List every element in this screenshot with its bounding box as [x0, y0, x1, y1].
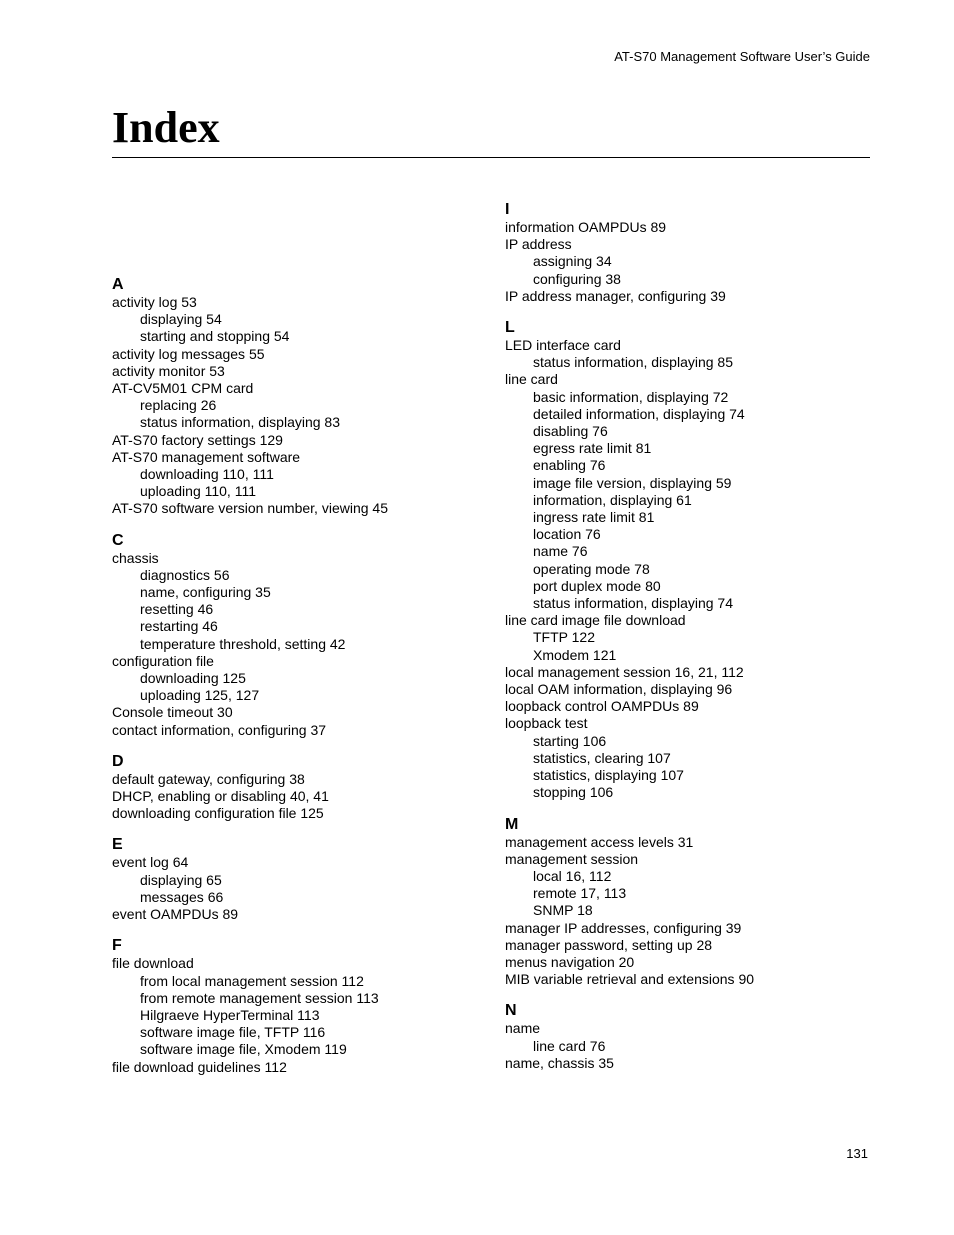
index-entry: manager IP addresses, configuring 39 — [505, 919, 742, 936]
index-subentry: software image file, TFTP 116 — [140, 1024, 326, 1041]
index-entry: contact information, configuring 37 — [112, 721, 327, 738]
index-subentry: assigning 34 — [533, 253, 612, 270]
index-subentry: local 16, 112 — [533, 867, 612, 884]
index-subentry: downloading 125 — [140, 670, 246, 687]
index-subentry: temperature threshold, setting 42 — [140, 635, 346, 652]
index-section-a — [112, 275, 492, 518]
index-section-c — [112, 531, 492, 739]
index-subentry: diagnostics 56 — [140, 566, 230, 583]
index-subentry: port duplex mode 80 — [533, 577, 661, 594]
index-entry: loopback control OAMPDUs 89 — [505, 698, 699, 715]
index-entry: activity log 53 — [112, 294, 197, 310]
index-subentry: line card 76 — [533, 1037, 606, 1054]
title-rule — [112, 157, 870, 158]
running-header: AT-S70 Management Software User’s Guide — [614, 49, 870, 64]
index-entry: name, chassis 35 — [505, 1054, 614, 1071]
index-entry: chassis — [112, 549, 159, 566]
index-entry: management session — [505, 850, 639, 867]
index-entry: name — [505, 1020, 541, 1037]
index-subentry: starting and stopping 54 — [140, 328, 290, 345]
index-entry: event OAMPDUs 89 — [112, 906, 239, 923]
index-subentry: downloading 110, 111 — [140, 466, 274, 483]
index-entry: DHCP, enabling or disabling 40, 41 — [112, 788, 329, 805]
index-entry: loopback test — [505, 715, 588, 732]
index-subentry: statistics, clearing 107 — [533, 749, 671, 766]
index-subentry: status information, displaying 83 — [140, 414, 340, 431]
index-subentry: operating mode 78 — [533, 560, 650, 577]
section-letter: N — [505, 1002, 517, 1020]
index-subentry: disabling 76 — [533, 423, 608, 440]
index-entry: LED interface card — [505, 337, 621, 354]
index-subentry: resetting 46 — [140, 601, 214, 618]
index-entry: file download — [112, 955, 194, 972]
index-entry: manager password, setting up 28 — [505, 936, 713, 953]
index-column-left — [112, 275, 492, 1089]
index-subentry: remote 17, 113 — [533, 885, 627, 902]
index-subentry: messages 66 — [140, 888, 224, 905]
index-entry: AT-S70 software version number, viewing 45 — [112, 500, 388, 517]
index-subentry: location 76 — [533, 526, 601, 543]
index-subentry: starting 106 — [533, 732, 607, 749]
index-subentry: SNMP 18 — [533, 902, 593, 919]
index-section-n — [505, 1001, 885, 1072]
index-subentry: name, configuring 35 — [140, 584, 271, 601]
section-letter: M — [505, 815, 519, 833]
index-section-i — [505, 200, 885, 305]
index-subentry: status information, displaying 74 — [533, 595, 733, 612]
index-entry: AT-CV5M01 CPM card — [112, 380, 254, 397]
index-subentry: from remote management session 113 — [140, 989, 379, 1006]
index-section-e — [112, 835, 492, 923]
index-entry: management access levels 31 — [505, 833, 694, 850]
index-subentry: basic information, displaying 72 — [533, 388, 729, 405]
index-subentry: statistics, displaying 107 — [533, 767, 684, 784]
index-section-f — [112, 936, 492, 1075]
section-letter: C — [112, 531, 124, 549]
index-subentry: ingress rate limit 81 — [533, 509, 655, 526]
index-subentry: uploading 125, 127 — [140, 687, 260, 704]
index-entry: line card image file download — [505, 612, 686, 629]
index-entry: activity monitor 53 — [112, 362, 225, 379]
index-section-l — [505, 318, 885, 801]
index-entry: activity log messages 55 — [112, 345, 265, 362]
index-entry: AT-S70 factory settings 129 — [112, 431, 283, 448]
index-subentry: TFTP 122 — [533, 629, 595, 646]
index-column-right — [505, 200, 885, 1085]
index-subentry: software image file, Xmodem 119 — [140, 1041, 347, 1058]
index-entry: menus navigation 20 — [505, 953, 635, 970]
index-subentry: stopping 106 — [533, 784, 614, 801]
index-entry: downloading configuration file 125 — [112, 805, 324, 822]
index-entry: line card — [505, 371, 558, 388]
page-number: 131 — [846, 1146, 868, 1161]
index-entry: event log 64 — [112, 854, 189, 871]
index-section-d — [112, 752, 492, 823]
section-letter: F — [112, 937, 122, 955]
index-entry: MIB variable retrieval and extensions 90 — [505, 971, 755, 988]
section-letter: A — [112, 276, 124, 293]
section-letter: D — [112, 752, 124, 770]
index-entry: local OAM information, displaying 96 — [505, 681, 733, 698]
index-subentry: Xmodem 121 — [533, 646, 617, 663]
index-subentry: egress rate limit 81 — [533, 440, 652, 457]
index-subentry: information, displaying 61 — [533, 491, 692, 508]
index-subentry: displaying 54 — [140, 311, 222, 328]
index-subentry: Hilgraeve HyperTerminal 113 — [140, 1006, 320, 1023]
index-entry: Console timeout 30 — [112, 704, 233, 721]
index-subentry: replacing 26 — [140, 397, 217, 414]
index-section-m — [505, 815, 885, 989]
index-entry: IP address manager, configuring 39 — [505, 287, 726, 304]
index-subentry: status information, displaying 85 — [533, 354, 733, 371]
index-subentry: from local management session 112 — [140, 972, 364, 989]
index-subentry: displaying 65 — [140, 871, 222, 888]
index-subentry: enabling 76 — [533, 457, 606, 474]
index-entry: default gateway, configuring 38 — [112, 770, 305, 787]
index-entry: IP address — [505, 236, 572, 253]
index-subentry: detailed information, displaying 74 — [533, 405, 745, 422]
index-entry: AT-S70 management software — [112, 448, 301, 465]
index-subentry: configuring 38 — [533, 270, 621, 287]
section-letter: L — [505, 319, 515, 337]
index-entry: file download guidelines 112 — [112, 1058, 287, 1075]
index-entry: local management session 16, 21, 112 — [505, 663, 744, 680]
section-letter: I — [505, 201, 510, 218]
index-subentry: uploading 110, 111 — [140, 483, 256, 500]
index-subentry: name 76 — [533, 543, 588, 560]
index-subentry: restarting 46 — [140, 618, 218, 635]
index-entry: configuration file — [112, 652, 214, 669]
page-title: Index — [112, 103, 220, 152]
index-entry: information OAMPDUs 89 — [505, 219, 667, 235]
section-letter: E — [112, 836, 123, 854]
index-subentry: image file version, displaying 59 — [533, 474, 732, 491]
